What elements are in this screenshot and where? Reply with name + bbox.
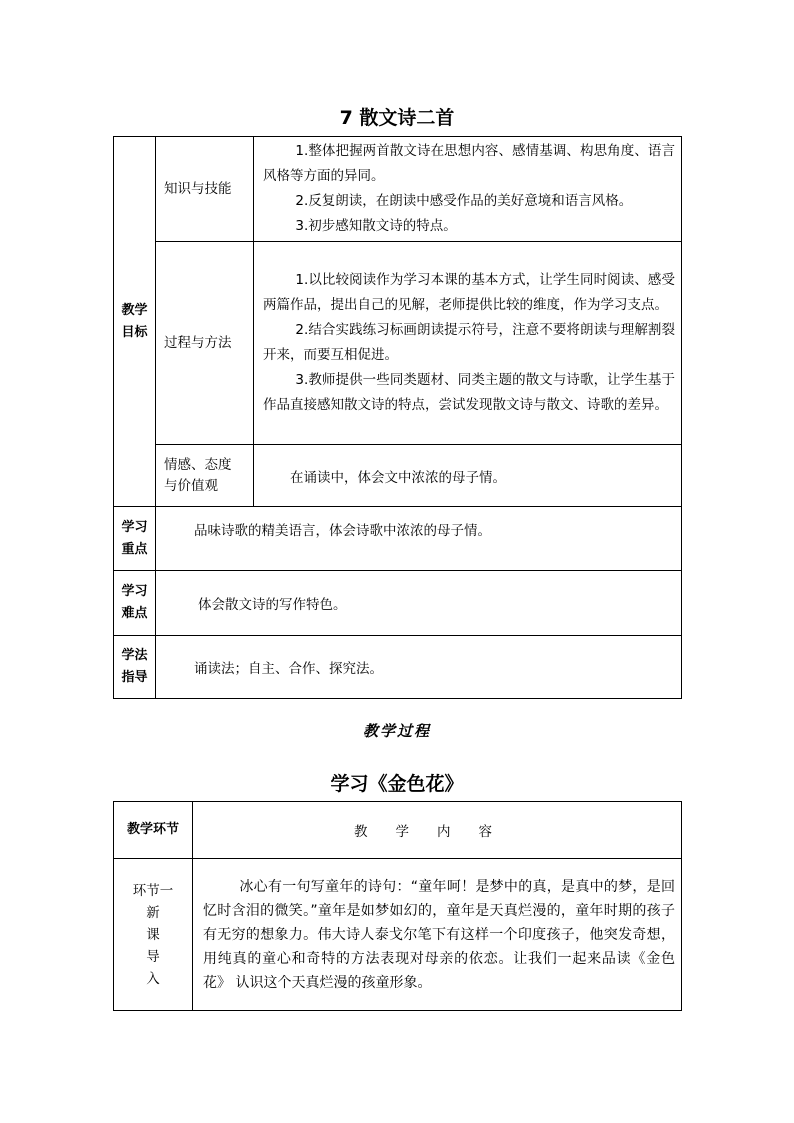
label-text: 与价值观 [164,477,218,494]
process-item: 1.以比较阅读作为学习本课的基本方式，让学生同时阅读、感受两篇作品，提出自己的见解，老师提供比较的维度，作为学习支点。 [263,272,675,313]
label-text: 重点 [121,541,148,557]
table-row [114,242,682,445]
table-row [114,859,682,1011]
label-text: 学习 [121,584,148,599]
difficulties-label [114,571,156,636]
step-text: 课 [146,926,160,943]
knowledge-item: 3.初步感知散文诗的特点。 [295,218,457,234]
knowledge-label: 知识与技能 [156,137,254,242]
key-points-label [114,507,156,571]
label-text: 指导 [121,670,148,685]
methods-content: 诵读法；自主、合作、探究法。 [156,636,682,699]
objectives-label [114,137,156,507]
table-row [114,137,682,242]
knowledge-item: 1.整体把握两首散文诗在思想内容、感情基调、构思角度、语言风格等方面的异同。 [263,143,675,184]
process-heading: 教学过程 [362,722,431,740]
content-header: 教学内容 [193,802,682,859]
label-text: 学法 [121,648,148,663]
process-item: 3.教师提供一些同类题材、同类主题的散文与诗歌，让学生基于作品直接感知散文诗的特点，尝试发现散文诗与散文、诗歌的差异。 [263,372,675,413]
step-text: 环节一 [132,882,174,899]
step-text: 导 [146,948,160,965]
knowledge-item: 2.反复朗读，在朗读中感受作品的美好意境和语言风格。 [295,193,633,209]
key-points-content: 品味诗歌的精美语言，体会诗歌中浓浓的母子情。 [156,507,682,571]
document-title: 7 散文诗二首 [339,107,455,129]
lesson-title: 学习《金色花》 [330,773,464,795]
label-text: 教学 [121,302,148,318]
methods-label [114,636,156,699]
intro-paragraph: 冰心有一句写童年的诗句：“童年呵！是梦中的真，是真中的梦，是回忆时含泪的微笑。”童年是如梦如幻的，童年是天真烂漫的，童年时期的孩子有无穷的想象力。伟大诗人泰戈尔笔下有这样一个印度孩子，他突发奇想，用纯真的童心和奇特的方法表现对母亲的依恋。让我们一起来品读《金色花》 认识这个天真烂漫的孩童形象。 [203,878,675,991]
knowledge-content [254,137,682,242]
difficulties-content: 体会散文诗的写作特色。 [156,571,682,636]
label-text: 目标 [121,324,148,340]
step-header: 教学环节 [114,802,193,859]
process-content [254,242,682,445]
process-label: 过程与方法 [156,242,254,445]
step-content [193,859,682,1011]
table-row [114,507,682,571]
emotion-content: 在诵读中，体会文中浓浓的母子情。 [254,445,682,507]
table-row [114,571,682,636]
table-row [114,636,682,699]
label-text: 学习 [121,519,148,535]
table-row [114,802,682,859]
emotion-label [156,445,254,507]
objectives-table [113,136,682,699]
label-text: 情感、态度 [164,456,232,473]
step-label [114,859,193,1011]
step-text: 入 [146,970,160,987]
step-text: 新 [146,904,160,921]
label-text: 难点 [121,606,148,621]
process-item: 2.结合实践练习标画朗读提示符号，注意不要将朗读与理解割裂开来，而要互相促进。 [263,322,675,363]
process-table [113,801,682,1011]
table-row [114,445,682,507]
